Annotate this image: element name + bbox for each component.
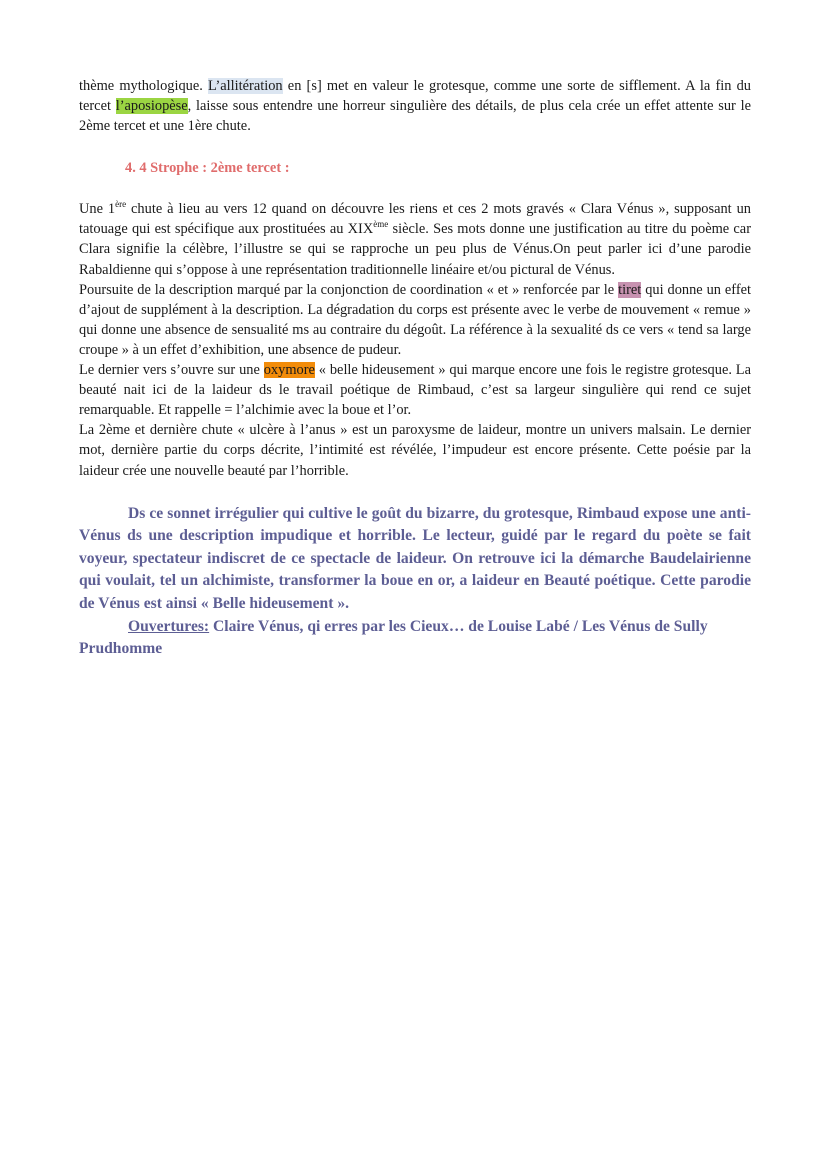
text-run: en [s] met en valeur le grotesque, comme une sorte de sifflement. A la fin du tercet [79, 78, 751, 115]
paragraph-oxymore [79, 360, 751, 420]
paragraph-chute [79, 199, 751, 279]
document-body [79, 76, 751, 661]
ouvertures-text: Claire Vénus, qi erres par les Cieux… de Louise Labé / Les Vénus de Sully Prudhomme [79, 617, 708, 658]
paragraph-description [79, 280, 751, 360]
text-run: chute à lieu au vers 12 quand on découvre les riens et ces 2 mots gravés « Clara Vénus », supposant un tatouage qui est spécifique aux prostituées au XIX [79, 201, 751, 238]
superscript: ème [373, 219, 389, 230]
superscript: ère [115, 199, 127, 210]
text-run: , laisse sous entendre une horreur singulière des détails, de plus cela crée un effet attente sur le 2ème tercet et une 1ère chute. [79, 98, 751, 135]
paragraph-derniere-chute: La 2ème et dernière chute « ulcère à l’anus » est un paroxysme de laideur, montre un univers malsain. Le dernier mot, dernière partie du corps décrite, l’intimité est révélée, l’impudeur est encore présente. Cette poésie par la laideur crée une nouvelle beauté par l’horrible. [79, 422, 751, 479]
text-run: « belle hideusement » qui marque encore une fois le registre grotesque. La beauté nait ici de la laideur ds le travail poétique de Rimbaud, c’est sa largeur singulière qui rend ce sujet remarquable. Et rappelle = l’alchimie avec la boue et l’or. [79, 362, 751, 419]
highlight-oxymore: oxymore [263, 362, 315, 379]
text-run: Le dernier vers s’ouvre sur une [79, 362, 264, 379]
text-run: Une 1 [79, 201, 116, 218]
text-run: qui donne un effet d’ajout de supplément à la description. La dégradation du corps est présente avec le verbe de mouvement « remue » qui donne une absence de sensualité ms au contraire du dégoût. La référence à la sexualité ds ce vers « tend sa large croupe » à un effet d’exhibition, une absence de pudeur. [79, 281, 752, 358]
text-run: thème mythologique. [79, 78, 209, 94]
text-run: Poursuite de la description marqué par la conjonction de coordination « et » renforcée par le [79, 281, 619, 298]
ouvertures-label: Ouvertures: [128, 617, 210, 635]
highlight-tiret: tiret [618, 281, 642, 298]
highlight-aposiopese: l’aposiopèse [115, 98, 188, 115]
highlight-alliteration: L’allitération [208, 78, 283, 94]
paragraph-alliteration [79, 76, 751, 136]
section-heading: 4. 4 Strophe : 2ème tercet : [125, 160, 290, 177]
ouvertures-paragraph [79, 616, 751, 661]
conclusion-paragraph: Ds ce sonnet irrégulier qui cultive le goût du bizarre, du grotesque, Rimbaud expose une anti-Vénus ds une description impudique et horrible. Le lecteur, guidé par le regard du poète se fait voyeur, spectateur indiscret de ce spectacle de laideur. On retrouve ici la démarche Baudelairienne qui voulait, tel un alchimiste, transformer la boue en or, a laideur en Beauté poétique. Cette parodie de Vénus est ainsi « Belle hideusement ». [79, 504, 751, 612]
text-run: siècle. Ses mots donne une justification au titre du poème car Clara signifie la célèbre, l’illustre se qui se rapproche un peu plus de Vénus.On peut parler ici d’une parodie Rabaldienne qui s’oppose à une représentation traditionnelle linéaire et/ou pictural de Vénus. [79, 221, 751, 278]
